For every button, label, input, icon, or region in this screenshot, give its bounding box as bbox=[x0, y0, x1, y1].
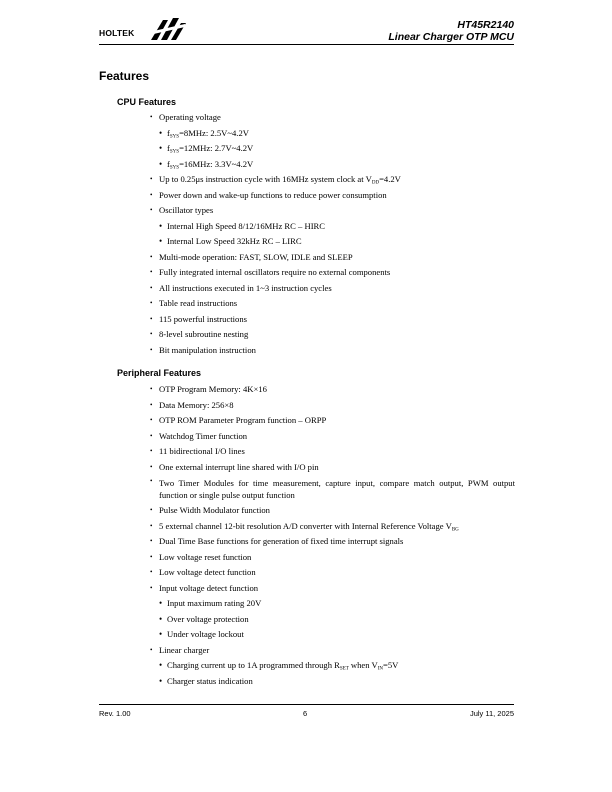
list-item: • Fully integrated internal oscillators require no external components bbox=[145, 265, 515, 281]
list-item: • 11 bidirectional I/O lines bbox=[145, 444, 515, 460]
footer-revision: Rev. 1.00 bbox=[99, 709, 131, 718]
list-item: • Data Memory: 256×8 bbox=[145, 398, 515, 414]
list-item: • 8-level subroutine nesting bbox=[145, 327, 515, 343]
list-item: • Multi-mode operation: FAST, SLOW, IDLE and SLEEP bbox=[145, 250, 515, 266]
list-item: • Operating voltage bbox=[145, 110, 515, 126]
list-item: • Internal High Speed 8/12/16MHz RC – HIRC bbox=[145, 219, 515, 235]
footer-date: July 11, 2025 bbox=[469, 709, 514, 718]
list-item: • $f_{SYS}=12MHz$: 2.7V~4.2V bbox=[145, 141, 515, 157]
part-number: HT45R2140 bbox=[457, 19, 514, 31]
list-item: • Low voltage detect function bbox=[145, 565, 515, 581]
list-item: • Two Timer Modules for time measurement, capture input, compare match output, PWM output function or single pulse output function bbox=[145, 475, 515, 503]
logo-text: HOLTEK bbox=[99, 28, 135, 38]
list-item: • Over voltage protection bbox=[145, 612, 515, 628]
list-item: • $f_{SYS}=16MHz$: 3.3V~4.2V bbox=[145, 157, 515, 173]
list-item: • Bit manipulation instruction bbox=[145, 343, 515, 359]
list-item: • OTP Program Memory: 4K×16 bbox=[145, 382, 515, 398]
list-item: • Power down and wake-up functions to reduce power consumption bbox=[145, 188, 515, 204]
list-item: • Dual Time Base functions for generation of fixed time interrupt signals bbox=[145, 534, 515, 550]
list-item: • All instructions executed in 1~3 instruction cycles bbox=[145, 281, 515, 297]
peripheral-features-list bbox=[145, 382, 515, 689]
cpu-features-list bbox=[145, 110, 515, 358]
holtek-logo bbox=[99, 14, 189, 42]
header-divider bbox=[99, 44, 514, 45]
list-item: • Watchdog Timer function bbox=[145, 429, 515, 445]
footer-divider bbox=[99, 704, 514, 705]
list-item: • $f_{SYS}=8MHz$: 2.5V~4.2V bbox=[145, 126, 515, 142]
cpu-features-heading: CPU Features bbox=[117, 97, 177, 107]
list-item: • Charging current up to 1A programmed through $R_{SET}$ when $V_{IN}=5V$ bbox=[145, 658, 515, 674]
list-item: • One external interrupt line shared with I/O pin bbox=[145, 460, 515, 476]
list-item: • Linear charger bbox=[145, 643, 515, 659]
list-item: • Input voltage detect function bbox=[145, 581, 515, 597]
holtek-logo-icon bbox=[149, 14, 189, 42]
document-subtitle: Linear Charger OTP MCU bbox=[388, 31, 514, 43]
list-item: • Input maximum rating 20V bbox=[145, 596, 515, 612]
page-title: Features bbox=[99, 69, 150, 83]
list-item: • 115 powerful instructions bbox=[145, 312, 515, 328]
list-item: • Pulse Width Modulator function bbox=[145, 503, 515, 519]
list-item: • Table read instructions bbox=[145, 296, 515, 312]
list-item: • Charger status indication bbox=[145, 674, 515, 690]
list-item: • Oscillator types bbox=[145, 203, 515, 219]
list-item: • Low voltage reset function bbox=[145, 550, 515, 566]
list-item: • Internal Low Speed 32kHz RC – LIRC bbox=[145, 234, 515, 250]
list-item: • OTP ROM Parameter Program function – ORPP bbox=[145, 413, 515, 429]
peripheral-features-heading: Peripheral Features bbox=[117, 368, 202, 378]
list-item: • 5 external channel 12-bit resolution A/D converter with Internal Reference Voltage $V_{BG}$ bbox=[145, 519, 515, 535]
list-item: • Under voltage lockout bbox=[145, 627, 515, 643]
list-item: • Up to 0.25μs instruction cycle with 16MHz system clock at $V_{DD}=4.2V$ bbox=[145, 172, 515, 188]
header-title-block bbox=[388, 19, 514, 43]
footer-page-number: 6 bbox=[303, 709, 308, 718]
